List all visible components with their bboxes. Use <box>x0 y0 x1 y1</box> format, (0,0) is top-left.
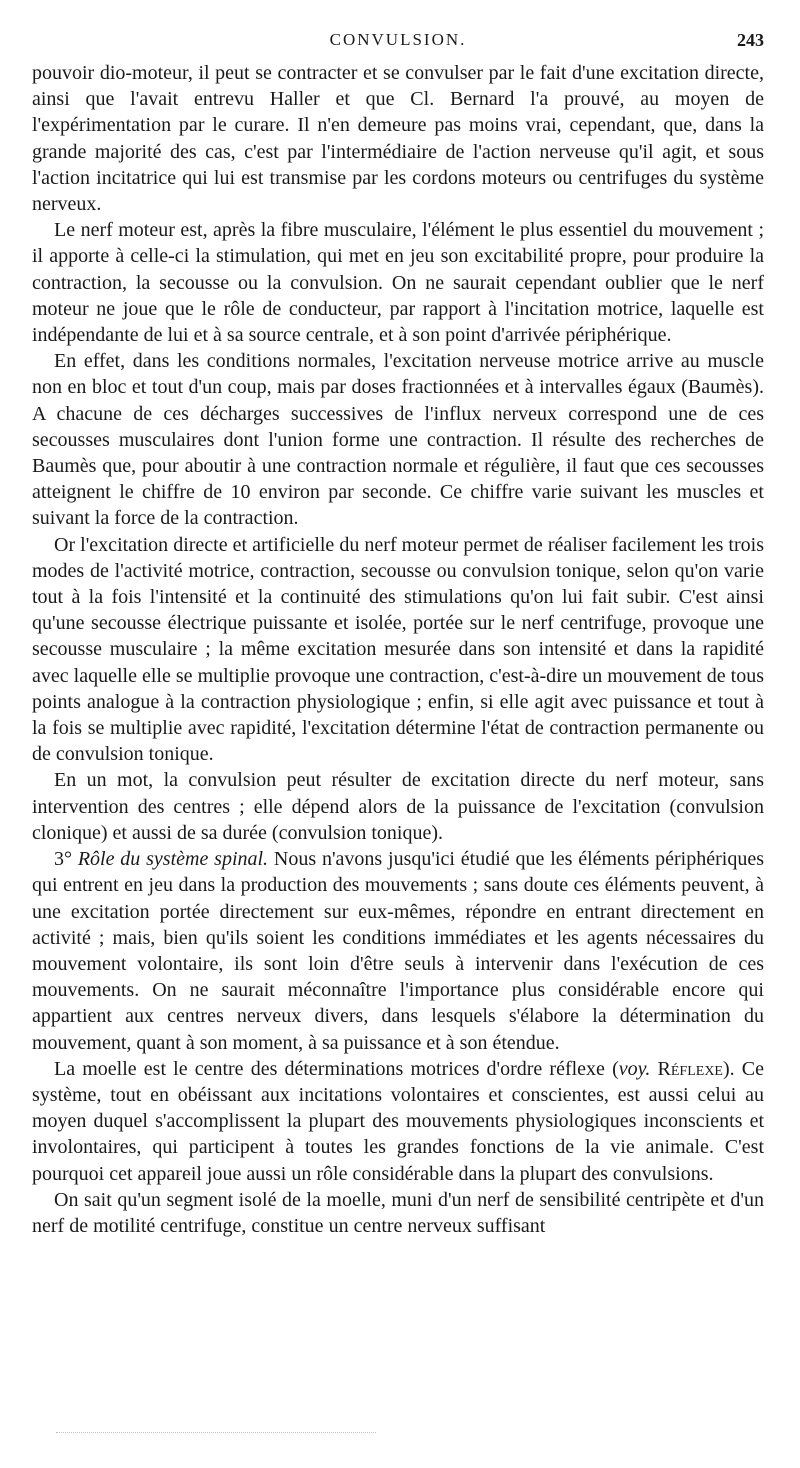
footer-dotted-rule <box>56 1432 376 1433</box>
section-title: Rôle du système spinal. <box>77 848 269 871</box>
paragraph-nerf-moteur: Le nerf moteur est, après la fibre musculaire, l'élément le plus essentiel du mouvement ; il apporte à celle-ci la stimulation, qui met en jeu son excitabilité propre, pour produire la contraction, la secousse ou la convulsion. On ne saurait cependant oublier que le nerf moteur ne joue que le rôle de conducteur, par rapport à l'incitation motrice, laquelle est indépendante de lui et à sa source centrale, et à son point d'arrivée périphérique. <box>32 219 764 347</box>
moelle-before: La moelle est le centre des déterminations motrices d'ordre réflexe ( <box>54 1057 619 1080</box>
running-title: CONVULSION. <box>329 30 467 49</box>
moelle-after: ). Ce système, tout en obéissant aux incitations volontaires et conscientes, est aussi celui au moyen duquel s'accomplissent la plupart des mouvements physiologiques inconscients et involontaires, qui participent à toutes les grandes fonctions de la vie animale. C'est pourquoi cet appareil joue aussi un rôle considérable dans la plupart des convulsions. <box>32 1057 764 1185</box>
paragraph-excitation: En effet, dans les conditions normales, l'excitation nerveuse motrice arrive au muscle non en bloc et tout d'un coup, mais par doses fractionnées et à intervalles égaux (Baumès). A chacune de ces décharges successives de l'influx nerveux correspond une de ces secousses musculaires dont l'union forme une contraction. Il résulte des recherches de Baumès que, pour aboutir à une contraction normale et régulière, il faut que ces secousses atteignent le chiffre de 10 environ par seconde. Ce chiffre varie suivant les muscles et suivant la force de la contraction. <box>32 350 764 530</box>
section-text: Nous n'avons jusqu'ici étudié que les éléments périphériques qui entrent en jeu dans la production des mouvements ; sans doute ces éléments peuvent, à une excitation portée directement sur eux-mêmes, répondre en entrant directement en activité ; mais, bien qu'ils soient les conditions immédiates et les agents nécessaires du mouvement volontaire, ils sont loin d'être seuls à intervenir dans l'exécution de ces mouvements. On ne saurait méconnaître l'importance plus considérable encore qui appartient aux centres nerveux divers, dans lesquels s'élabore la détermination du mouvement, quant à son moment, à sa puissance et à son étendue. <box>32 848 764 1054</box>
section-number: 3° <box>54 848 72 871</box>
cross-reference-reflexe: Réflexe <box>657 1057 723 1080</box>
paragraph-section-spinal <box>32 846 764 1056</box>
paragraph-segment: On sait qu'un segment isolé de la moelle, muni d'un nerf de sensibilité centripète et d'un nerf de motilité centrifuge, constitue un centre nerveux suffisant <box>32 1188 764 1237</box>
moelle-voy: voy. <box>618 1057 651 1080</box>
page-number: 243 <box>737 30 764 50</box>
paragraph-modes: Or l'excitation directe et artificielle du nerf moteur permet de réaliser facilement les trois modes de l'activité motrice, contraction, secousse ou convulsion tonique, selon qu'on varie tout à la fois l'intensité et la continuité des stimulations qu'on lui fait subir. C'est ainsi qu'une secousse électrique puissante et isolée, portée sur le nerf centrifuge, provoque une secousse musculaire ; la même excitation mesurée dans son intensité et dans la rapidité avec laquelle elle se multiplie provoque une contraction, c'est-à-dire un mouvement de tous points analogue à la contraction physiologique ; enfin, si elle agit avec puissance et tout à la fois se multiplie avec rapidité, l'excitation détermine l'état de contraction permanente ou de convulsion tonique. <box>32 533 764 766</box>
paragraph-summary: En un mot, la convulsion peut résulter de excitation directe du nerf moteur, sans intervention des centres ; elle dépend alors de la puissance de l'excitation (convulsion clonique) et aussi de sa durée (convulsion tonique). <box>32 769 764 844</box>
body-text <box>32 60 764 1239</box>
paragraph-continuation: pouvoir dio-moteur, il peut se contracter et se convulser par le fait d'une excitation directe, ainsi que l'avait entrevu Haller et que Cl. Bernard l'a prouvé, au moyen de l'expérimentation par le curare. Il n'en demeure pas moins vrai, cependant, que, dans la grande majorité des cas, c'est par l'intermédiaire de l'action nerveuse qu'il agit, et sous l'action incitatrice qui lui est transmise par les cordons moteurs ou centrifuges du système nerveux. <box>32 62 764 216</box>
paragraph-moelle <box>32 1056 764 1187</box>
page-header <box>32 30 764 56</box>
